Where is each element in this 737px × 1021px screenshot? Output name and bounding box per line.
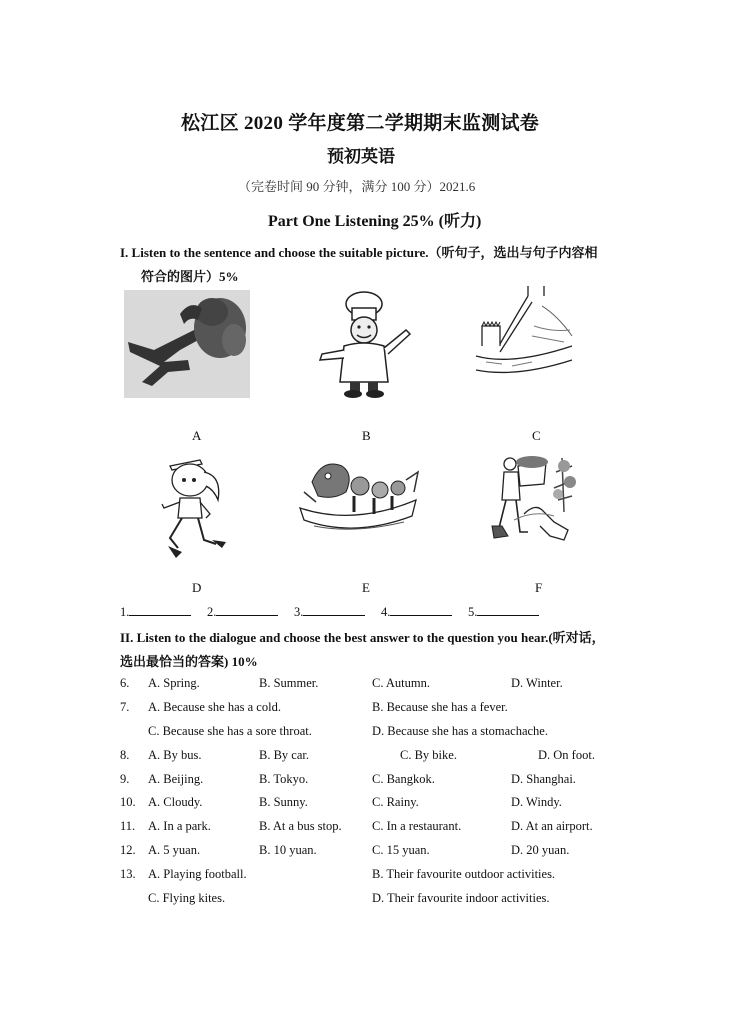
picture-a [124,290,250,398]
option-c[interactable]: C. Rainy. [372,795,419,809]
question-number: 9. [120,772,130,786]
option-b[interactable]: B. 10 yuan. [259,843,317,857]
option-a[interactable]: A. Cloudy. [148,795,203,809]
option-b[interactable]: B. Their favourite outdoor activities. [372,867,556,881]
answer-blank-5[interactable]: 5. [468,603,539,620]
section1-instruction-line1: I. Listen to the sentence and choose the suitable picture.（听句子，选出与句子内容相 [120,245,598,260]
option-c[interactable]: C. Because she has a sore throat. [148,724,312,738]
picture-f-letter: F [535,580,543,595]
option-c[interactable]: C. Bangkok. [372,772,435,786]
option-a[interactable]: A. Spring. [148,676,200,690]
option-b[interactable]: B. Tokyo. [259,772,309,786]
option-c[interactable]: C. 15 yuan. [372,843,430,857]
question-number: 13. [120,867,136,881]
option-b[interactable]: B. Summer. [259,676,319,690]
option-c[interactable]: C. Flying kites. [148,891,226,905]
picture-d-letter: D [192,580,202,595]
exam-time-note: （完卷时间 90 分钟，满分 100 分）2021.6 [238,179,476,194]
option-d[interactable]: D. Winter. [511,676,563,690]
option-d[interactable]: D. At an airport. [511,819,593,833]
option-d[interactable]: D. Windy. [511,795,562,809]
option-b[interactable]: B. At a bus stop. [259,819,342,833]
option-c[interactable]: C. In a restaurant. [372,819,462,833]
picture-d [156,454,232,568]
great-wall-icon [472,286,576,384]
runner-icon [156,454,232,568]
question-number: 11. [120,819,136,833]
part-one-heading: Part One Listening 25% (听力) [268,213,482,230]
exam-title: 松江区 2020 学年度第二学期期末监测试卷 [181,113,540,134]
question-number: 6. [120,676,130,690]
tree-icon [124,290,250,398]
picture-e-letter: E [362,580,370,595]
option-d[interactable]: D. Because she has a stomachache. [372,724,548,738]
picture-f [484,452,584,548]
option-d[interactable]: D. Their favourite indoor activities. [372,891,550,905]
option-c[interactable]: C. By bike. [400,748,457,762]
harvest-icon [484,452,584,548]
dragon-boat-icon [294,452,422,540]
answer-blank-2[interactable]: 2. [207,603,278,620]
question-number: 12. [120,843,136,857]
question-number: 10. [120,795,136,809]
chef-icon [316,290,412,400]
option-c[interactable]: C. Autumn. [372,676,430,690]
question-number: 7. [120,700,130,714]
picture-a-letter: A [192,428,202,443]
section2-instruction-line1: II. Listen to the dialogue and choose the best answer to the question you hear.(听对话， [120,630,605,645]
option-a[interactable]: A. Beijing. [148,772,204,786]
option-a[interactable]: A. By bus. [148,748,202,762]
option-d[interactable]: D. 20 yuan. [511,843,570,857]
section2-instruction-line2: 选出最恰当的答案) 10% [120,654,258,669]
option-b[interactable]: B. Because she has a fever. [372,700,508,714]
answer-blank-4[interactable]: 4. [381,603,452,620]
picture-c [472,286,576,384]
picture-e [294,452,422,540]
question-number: 8. [120,748,130,762]
answer-blank-3[interactable]: 3. [294,603,365,620]
option-d[interactable]: D. On foot. [538,748,595,762]
section1-instruction-line2: 符合的图片）5% [141,269,239,284]
option-a[interactable]: A. In a park. [148,819,211,833]
option-d[interactable]: D. Shanghai. [511,772,576,786]
option-b[interactable]: B. By car. [259,748,309,762]
option-a[interactable]: A. 5 yuan. [148,843,201,857]
picture-b-letter: B [362,428,371,443]
answer-blank-1[interactable]: 1. [120,603,191,620]
option-a[interactable]: A. Because she has a cold. [148,700,281,714]
picture-c-letter: C [532,428,541,443]
exam-subtitle: 预初英语 [327,147,395,166]
option-b[interactable]: B. Sunny. [259,795,308,809]
picture-b [316,290,412,400]
option-a[interactable]: A. Playing football. [148,867,247,881]
